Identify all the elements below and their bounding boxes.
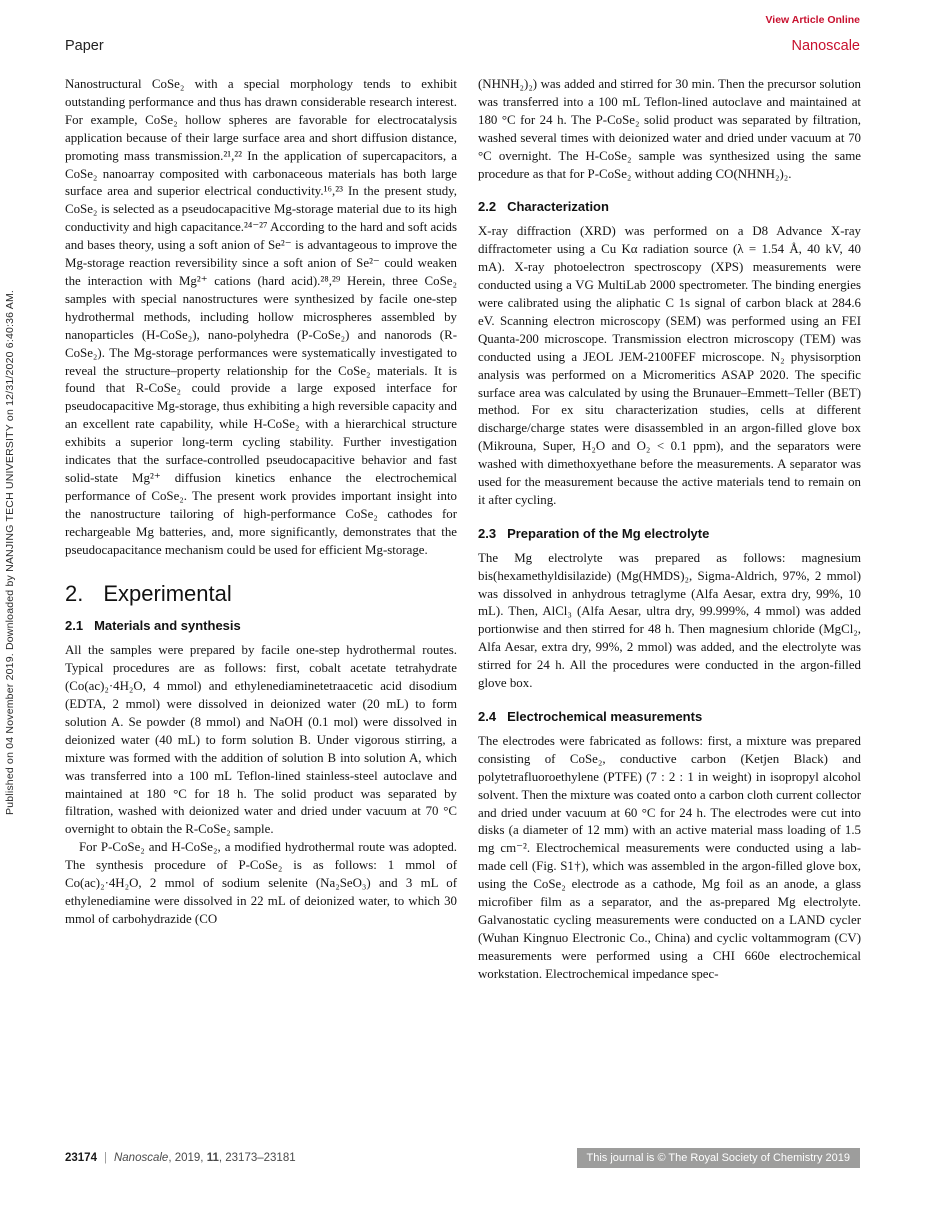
section-heading-experimental [65,581,457,607]
paragraph-electrolyte: The Mg electrolyte was prepared as follows: magnesium bis(hexamethyldisilazide) (Mg(HMDS)₂, Sigma-Aldrich, 97%, 2 mmol) was dissolved in anhydrous tetraglyme (Alfa Aesar, extra dry, 99%, 10 mL). Then, AlCl₃ (Alfa Aesar, ultra dry, 99.999%, 4 mmol) was added portionwise and then stirred for 48 h. Then magnesium chloride (MgCl₂, Alfa Aesar, extra dry, 99%, 2 mmol) was added, and the electrolyte was stirred for 24 h. All the procedures were conducted in the argon-filled glove box. [478,550,861,691]
subsection-number: 2.3 [478,525,497,541]
download-stamp: Published on 04 November 2019. Downloaded by NANJING TECH UNIVERSITY on 12/31/2020 6:40:36 AM. [4,289,16,815]
footer-citation [65,1152,296,1164]
page-footer [65,1148,860,1168]
citation-pages: , 23173–23181 [218,1152,296,1164]
subsection-number: 2.2 [478,199,497,215]
subsection-number: 2.4 [478,709,497,724]
footer-separator: | [103,1152,107,1164]
subsection-heading-characterization [478,198,861,216]
journal-name: Nanoscale [791,38,860,54]
article-type-label: Paper [65,38,104,54]
paragraph-electrochemical: The electrodes were fabricated as follows: first, a mixture was prepared consisting of CoSe₂, conductive carbon (Ketjen Black) and polytetrafluoroethylene (PTFE) (7 : 2 : 1 in weight) in isopropyl alcohol solvent. Then the mixture was coated onto a carbon cloth current collector and dried under vacuum at 60 °C for 24 h. The electrodes were cut into disks (a diameter of 12 mm) with an active material mass loading of 1.5 mg cm⁻². Electrochemical measurements were conducted using a lab-made cell (Fig. S1†), which was assembled in the argon-filled glove box, using the CoSe₂ electrode as a cathode, Mg foil as an anode, a glass microfiber film as a separator, and the as-prepared Mg electrolyte. Galvanostatic cycling measurements were conducted on a LAND cycler (Wuhan Kingnuo Electronic Co., China) and cyclic voltammogram (CV) measurements were performed using a CHI 660e electrochemical workstation. Electrochemical impedance spec- [478,733,861,981]
intro-paragraph: Nanostructural CoSe₂ with a special morphology tends to exhibit outstanding performance and thus has drawn considerable research interest. For example, CoSe₂ hollow spheres are favorable for electrocatalysis application because of their large surface area and short diffusion distance, promoting mass transmission.²¹,²² In the application of supercapacitors, a CoSe₂ nanoarray composited with carbonaceous materials has both large surface area and superior electrical conductivity.¹⁶,²³ In the present study, CoSe₂ is selected as a pseudocapacitive Mg-storage material due to its high conductivity and high capacitance.²⁴⁻²⁷ According to the hard and soft acids and bases theory, using a soft anion of Se²⁻ is advantageous to improve the Mg-storage reaction reversibility since a soft anion of Se²⁻ could weaken the interaction with Mg²⁺ cations (hard acid).²⁸,²⁹ Herein, three CoSe₂ samples with special nanostructures were synthesized by facile one-step hydrothermal methods, including hollow microspheres assembled by nanoparticles (H-CoSe₂), nano-polyhedra (P-CoSe₂) and nanorods (R-CoSe₂). The Mg-storage performances were systematically investigated to reveal the structure–property relationship for the CoSe₂ materials. It is found that R-CoSe₂ could provide a large exposed interface for pseudocapacitive Mg-storage, thus exhibiting a high reversible capacity and an excellent rate capability, while H-CoSe₂ with a hierarchical structure exhibits a superior long-term cycling stability. Further investigation indicates that the surface-controlled pseudocapacitive behavior and fast solid-state Mg²⁺ diffusion kinetics enhance the electrochemical performance of CoSe₂. The present work provides important insight into the nanostructure tailoring of high-performance CoSe₂ cathodes for rechargeable Mg batteries, and, more significantly, demonstrates that the pseudocapacitance mechanism could be used for efficient Mg-storage. [65,77,457,557]
subsection-heading-electrolyte [478,525,861,543]
citation-volume: 11 [206,1152,219,1164]
right-column [478,76,861,984]
paragraph-characterization: X-ray diffraction (XRD) was performed on a D8 Advance X-ray diffractometer using a Cu Kα radiation source (λ = 1.54 Å, 40 kV, 40 mA). X-ray photoelectron spectroscopy (XPS) measurements were conducted using a VG MultiLab 2000 spectrometer. The binding energies were calibrated using the aliphatic C 1s signal of carbon black at 284.6 eV. Scanning electron microscopy (SEM) was performed using an FEI Quanta-200 microscope. Transmission electron microscopy (TEM) was conducted using a JEOL JEM-2100FEF microscope. N₂ physisorption analysis was performed on a Micromeritics ASAP 2020. The specific surface area was calculated by using the Brunauer–Emmett–Teller (BET) method. For ex situ characterization studies, cells at different discharge/charge states were disassembled in an argon-filled glove box (Mikrouna, Super, H₂O and O₂ < 0.1 ppm), and the separators were washed with dimethoxyethane before the measurements. A separator was used for the measurement because the active materials tend to remain on it after cycling. [478,224,861,507]
citation-year: , 2019, [168,1152,207,1164]
view-article-online-link[interactable]: View Article Online [765,14,860,26]
page-number: 23174 [65,1152,97,1164]
subsection-title: Electrochemical measurements [507,709,703,724]
subsection-number: 2.1 [65,618,84,634]
section-title: Experimental [103,581,232,607]
paragraph-materials-2: For P-CoSe₂ and H-CoSe₂, a modified hydrothermal route was adopted. The synthesis procedure of P-CoSe₂ is as follows: 1 mmol of Co(ac)₂·4H₂O, 2 mmol of sodium selenite (Na₂SeO₃) and 3 mL of ethylenediamine were dissolved in 22 mL of deionized water, to which 30 mmol of carbohydrazide (CO [65,840,457,926]
masthead [65,38,860,54]
subsection-heading-electrochemical [478,708,861,726]
subsection-title: Materials and synthesis [94,618,241,634]
paragraph-materials-continued: (NHNH₂)₂) was added and stirred for 30 min. Then the precursor solution was transferred into a 100 mL Teflon-lined autoclave and maintained at 180 °C for 24 h. The P-CoSe₂ solid product was separated by filtration, washed several times with deionized water and dried under vacuum at 70 °C overnight. The H-CoSe₂ sample was synthesized using the same procedure as that for P-CoSe₂ without adding CO(NHNH₂)₂. [478,77,861,181]
subsection-heading-materials [65,617,457,635]
subsection-title: Preparation of the Mg electrolyte [507,525,710,541]
copyright-notice: This journal is © The Royal Society of Chemistry 2019 [577,1148,860,1168]
left-column [65,76,457,929]
section-number: 2. [65,581,84,607]
subsection-title: Characterization [507,199,609,215]
citation-journal: Nanoscale [113,1152,169,1164]
paragraph-materials-1: All the samples were prepared by facile one-step hydrothermal routes. Typical procedures are as follows: first, cobalt acetate tetrahydrate (Co(ac)₂·4H₂O, 4 mmol) and ethylenediaminetetraacetic acid disodium (EDTA, 2 mmol) were dissolved in deionized water (20 mL) to form solution A. Se powder (8 mmol) and NaOH (0.1 mol) were dissolved in deionized water (40 mL) to form solution B. Under vigorous stirring, a mixture was formed with the addition of solution B into solution A, which was transferred into a 100 mL Teflon-lined stainless-steel autoclave and maintained at 180 °C for 18 h. The solid product was separated by filtration, washed with deionized water and dried under vacuum at 70 °C overnight to obtain the R-CoSe₂ sample. [65,643,457,837]
